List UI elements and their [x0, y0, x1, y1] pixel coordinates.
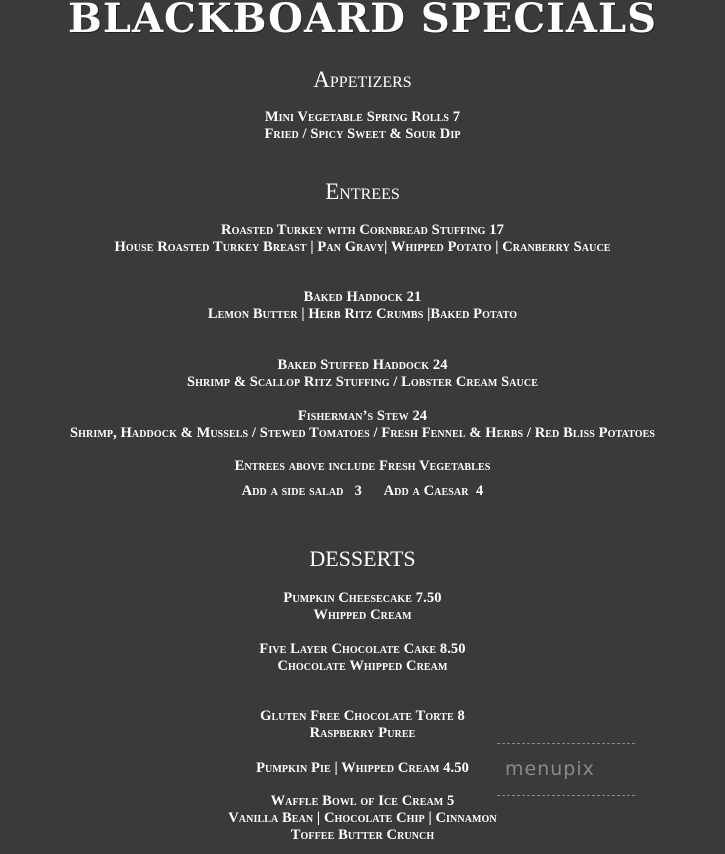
page-title: BLACKBOARD SPECIALS [68, 0, 657, 42]
entree-item-description: Shrimp & Scallop Ritz Stuffing / Lobster Cream Sauce [187, 374, 538, 390]
dessert-item-description: Raspberry Puree [309, 725, 416, 741]
appetizer-item-description: Fried / Spicy Sweet & Sour Dip [264, 126, 461, 142]
entree-item-name: Baked Stuffed Haddock 24 [277, 357, 448, 373]
entree-item-description: House Roasted Turkey Breast | Pan Gravy| Whipped Potato | Cranberry Sauce [114, 239, 611, 255]
dessert-item-name: Five Layer Chocolate Cake 8.50 [259, 641, 466, 657]
appetizers-heading: Appetizers [313, 67, 412, 92]
entrees-heading: Entrees [325, 179, 400, 204]
entree-item-name: Roasted Turkey with Cornbread Stuffing 17 [221, 222, 504, 238]
watermark-divider [497, 795, 635, 796]
dessert-item-name: Waffle Bowl of Ice Cream 5 [270, 793, 455, 809]
dessert-item-name: Pumpkin Cheesecake 7.50 [283, 590, 442, 606]
entree-item-description: Shrimp, Haddock & Mussels / Stewed Tomatoes / Fresh Fennel & Herbs / Red Bliss Potatoes [69, 425, 656, 441]
menupix-watermark [497, 743, 637, 798]
dessert-item-name: Pumpkin Pie | Whipped Cream 4.50 [256, 760, 469, 776]
dessert-item-description: Toffee Butter Crunch [290, 827, 435, 843]
dessert-item-name: Gluten Free Chocolate Torte 8 [260, 708, 465, 724]
appetizer-item-name: Mini Vegetable Spring Rolls 7 [264, 109, 461, 125]
dessert-item-description: Whipped Cream [313, 607, 412, 623]
watermark-divider [497, 743, 635, 744]
entree-item-name: Baked Haddock 21 [303, 289, 422, 305]
dessert-item-description: Vanilla Bean | Chocolate Chip | Cinnamon [228, 810, 497, 826]
entrees-note: Entrees above include Fresh Vegetables [234, 458, 491, 474]
entree-item-name: Fisherman’s Stew 24 [297, 408, 428, 424]
dessert-item-description: Chocolate Whipped Cream [277, 658, 448, 674]
entrees-addons: Add a side salad 3 Add a Caesar 4 [241, 483, 484, 499]
entree-item-description: Lemon Butter | Herb Ritz Crumbs |Baked Potato [207, 306, 518, 322]
watermark-text: menupix [505, 758, 595, 780]
desserts-heading: DESSERTS [309, 546, 416, 571]
